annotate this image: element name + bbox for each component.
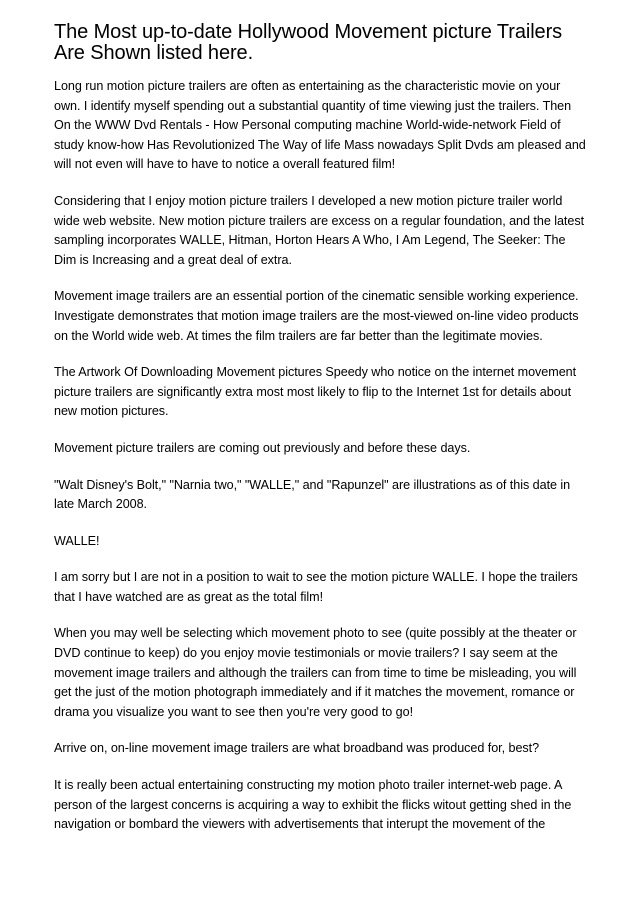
page-title: The Most up-to-date Hollywood Movement picture Trailers Are Shown listed here. [54,21,563,64]
paragraph: The Artwork Of Downloading Movement pictures Speedy who notice on the internet movement picture trailers are significantly extra most most likely to flip to the Internet 1st for details about new motion pictures. [54,365,577,419]
paragraph: Long run motion picture trailers are often as entertaining as the characteristic movie on your own. I identify myself spending out a substantial quantity of time viewing just the trailers. Then On the WWW Dvd Rentals - How Personal computing machine World-wide-network Field of study know-how Has Revolutionized The Way of life Mass nowadays Split Dvds am pleased and will not even will have to have to notice a overall featured film! [54,79,586,172]
paragraph: WALLE! [54,533,100,548]
paragraph: Arrive on, on-line movement image trailers are what broadband was produced for, best? [54,741,540,756]
paragraph: "Walt Disney's Bolt," "Narnia two," "WALLE," and "Rapunzel" are illustrations as of this date in late March 2008. [54,477,571,512]
document-page [54,22,589,852]
paragraph: When you may well be selecting which movement photo to see (quite possibly at the theater or DVD continue to keep) do you enjoy movie testimonials or movie trailers? I say seem at the movement image trailers and although the trailers can from time to time be misleading, you will get the just of the motion photograph immediately and if it matches the movement, romance or drama you visualize you want to see then you're very good to go! [54,626,577,719]
paragraph: Movement picture trailers are coming out previously and before these days. [54,440,471,455]
paragraph: Movement image trailers are an essential portion of the cinematic sensible working experience. Investigate demonstrates that motion image trailers are the most-viewed on-line video products on the World wide web. At times the film trailers are far better than the legitimate movies. [54,289,579,343]
paragraph: Considering that I enjoy motion picture trailers I developed a new motion picture trailer world wide web website. New motion picture trailers are excess on a regular foundation, and the latest sampling incorporates WALLE, Hitman, Horton Hears A Who, I Am Legend, The Seeker: The Dim is Increasing and a great deal of extra. [54,193,585,267]
paragraph: I am sorry but I are not in a position to wait to see the motion picture WALLE. I hope the trailers that I have watched are as great as the total film! [54,570,578,604]
paragraph: It is really been actual entertaining constructing my motion photo trailer internet-web page. A person of the largest concerns is acquiring a way to exhibit the flicks witout getting shed in the navigation or bombard the viewers with advertisements that interupt the movement of the [54,778,572,832]
